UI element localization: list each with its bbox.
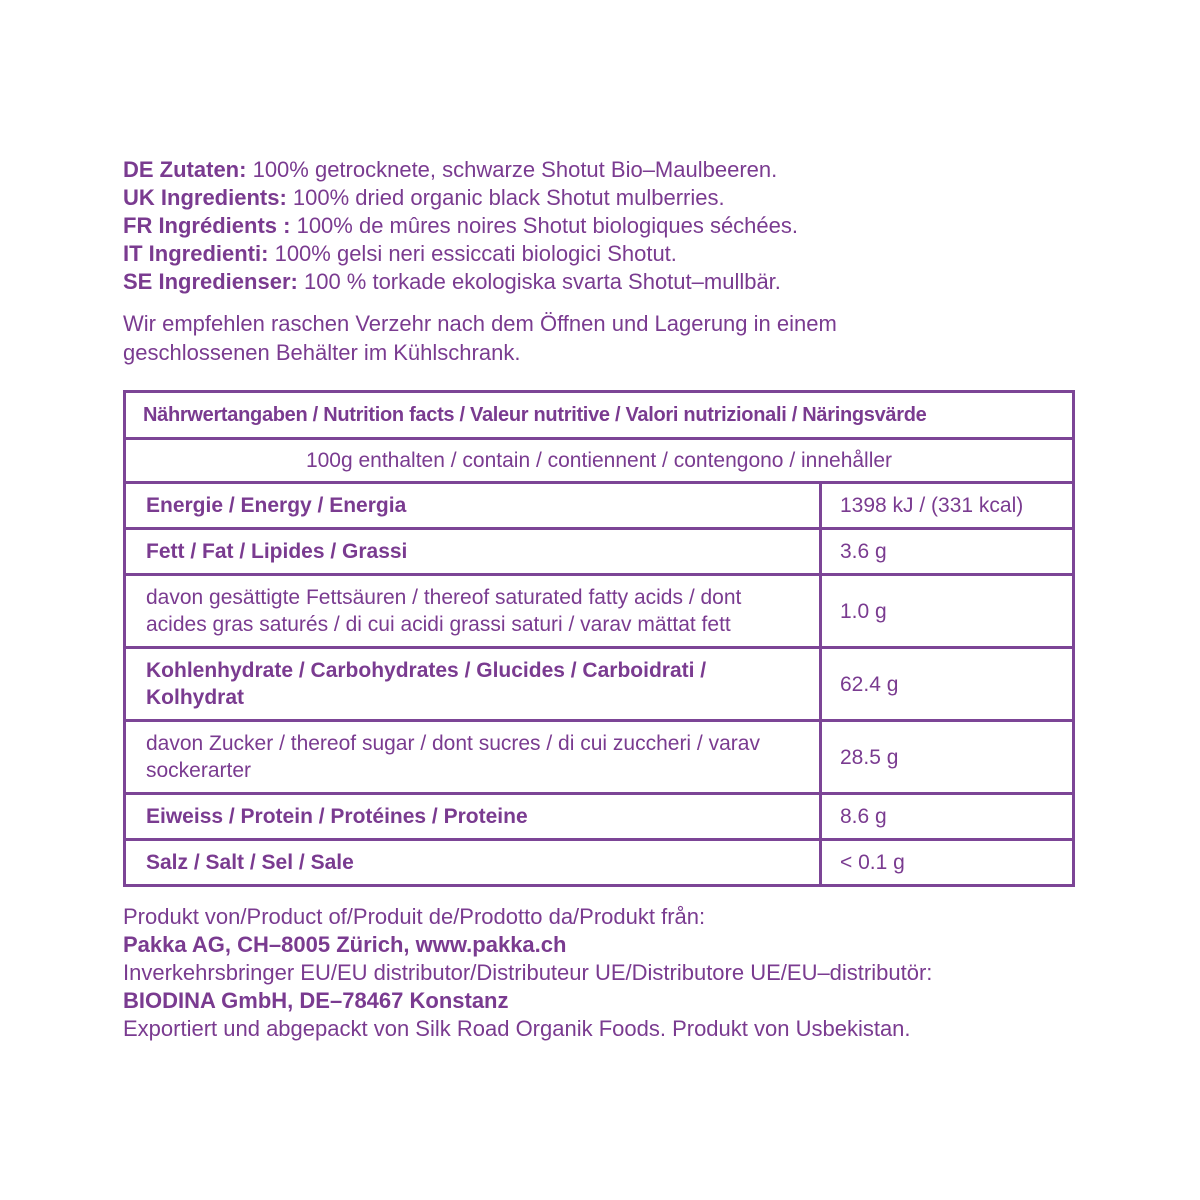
- nutrient-label: Salz / Salt / Sel / Sale: [126, 841, 822, 884]
- nutrient-label: Fett / Fat / Lipides / Grassi: [126, 530, 822, 573]
- ingredient-language-prefix: DE Zutaten:: [123, 157, 247, 182]
- producer-line: Inverkehrsbringer EU/EU distributor/Distributeur UE/Distributore UE/EU–distributör:: [123, 960, 933, 985]
- ingredient-line: [123, 184, 1083, 212]
- nutrient-value: 28.5 g: [840, 745, 899, 769]
- nutrient-value: 1.0 g: [840, 599, 887, 623]
- nutrition-table-subtitle: 100g enthalten / contain / contiennent / contengono / innehåller: [126, 440, 1072, 484]
- ingredient-text: 100% getrocknete, schwarze Shotut Bio–Maulbeeren.: [252, 157, 778, 182]
- nutrient-value: 3.6 g: [840, 540, 887, 563]
- nutrient-value: 8.6 g: [840, 805, 887, 828]
- ingredient-text: 100 % torkade ekologiska svarta Shotut–mullbär.: [303, 269, 781, 294]
- nutrition-row: [126, 722, 1072, 795]
- ingredient-language-prefix: IT Ingredienti:: [123, 241, 269, 266]
- ingredient-text: 100% gelsi neri essiccati biologici Shotut.: [274, 241, 677, 266]
- producer-line: BIODINA GmbH, DE–78467 Konstanz: [123, 988, 509, 1013]
- ingredient-line: [123, 156, 1083, 184]
- nutrition-row: [126, 484, 1072, 530]
- nutrition-row: [126, 576, 1072, 649]
- nutrition-table-title: Nährwertangaben / Nutrition facts / Valeur nutritive / Valori nutrizionali / Näringsvärde: [126, 393, 1072, 440]
- nutrient-value: 1398 kJ / (331 kcal): [840, 494, 1024, 517]
- nutrient-label: Eiweiss / Protein / Protéines / Proteine: [126, 795, 822, 838]
- nutrient-label: Energie / Energy / Energia: [126, 484, 822, 527]
- producer-line: Pakka AG, CH–8005 Zürich, www.pakka.ch: [123, 932, 567, 957]
- producer-block: [123, 903, 1113, 1043]
- ingredient-text: 100% dried organic black Shotut mulberries.: [292, 185, 725, 210]
- ingredient-line: [123, 240, 1083, 268]
- ingredient-text: 100% de mûres noires Shotut biologiques séchées.: [296, 213, 799, 238]
- ingredient-language-prefix: SE Ingredienser:: [123, 269, 298, 294]
- nutrient-label: Kohlenhydrate / Carbohydrates / Glucides / Carboidrati / Kolhydrat: [126, 649, 822, 719]
- storage-note: Wir empfehlen raschen Verzehr nach dem Öffnen und Lagerung in einem geschlossenen Behälter im Kühlschrank.: [123, 311, 837, 365]
- nutrient-label: davon Zucker / thereof sugar / dont sucres / di cui zuccheri / varav sockerarter: [126, 722, 822, 792]
- nutrient-value: < 0.1 g: [840, 851, 905, 874]
- producer-line: Exportiert und abgepackt von Silk Road Organik Foods. Produkt von Usbekistan.: [123, 1016, 911, 1041]
- nutrition-row: [126, 795, 1072, 841]
- ingredient-line: [123, 212, 1083, 240]
- ingredients-block: [123, 156, 1083, 296]
- nutrient-value: 62.4 g: [840, 672, 899, 696]
- producer-line: Produkt von/Product of/Produit de/Prodotto da/Produkt från:: [123, 904, 706, 929]
- nutrition-row: [126, 841, 1072, 884]
- nutrient-label: davon gesättigte Fettsäuren / thereof saturated fatty acids / dont acides gras saturés / di cui acidi grassi saturi / varav mättat fett: [126, 576, 822, 646]
- nutrition-row: [126, 530, 1072, 576]
- nutrition-row: [126, 649, 1072, 722]
- nutrition-table-rows: [126, 484, 1072, 884]
- ingredient-language-prefix: UK Ingredients:: [123, 185, 287, 210]
- ingredient-language-prefix: FR Ingrédients :: [123, 213, 291, 238]
- ingredient-line: [123, 268, 1083, 296]
- nutrition-table: [123, 390, 1075, 887]
